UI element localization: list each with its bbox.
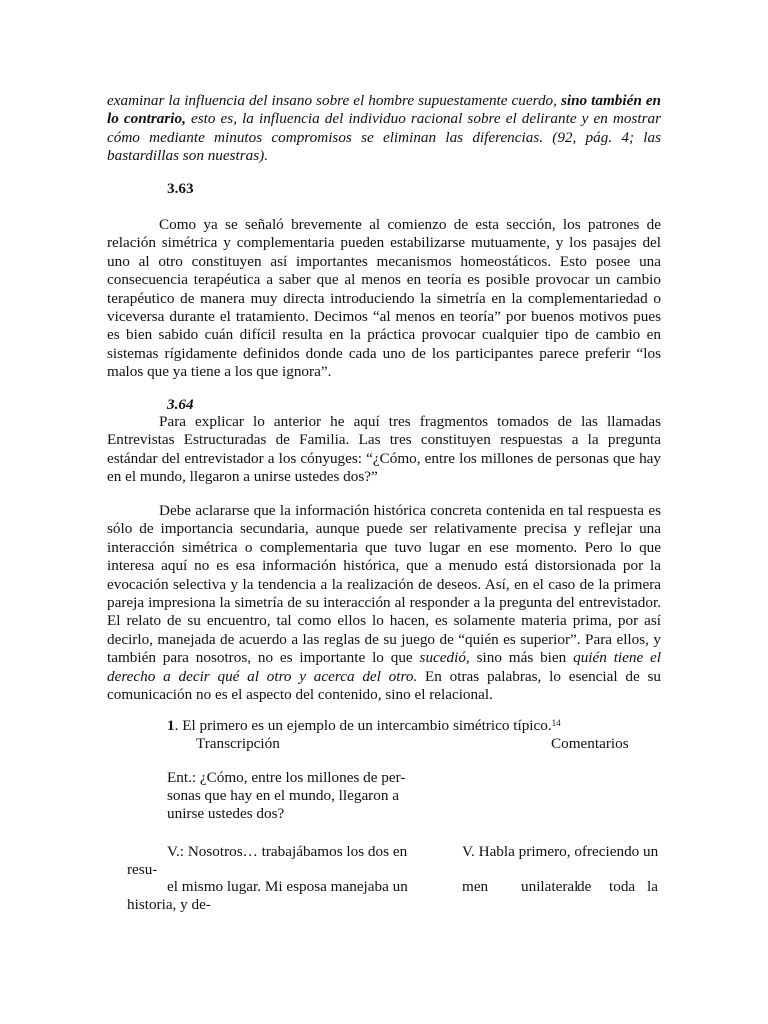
example-intro (167, 717, 667, 735)
comment-line-1: V. Habla primero, ofreciendo un (462, 843, 659, 860)
section-heading-364: 3.64 (167, 396, 194, 413)
comment-word-de: de (577, 878, 592, 895)
p2-text-a: Debe aclararse que la información histórica concreta contenida en tal respuesta es sólo de importancia secundaria, aunque puede ser relativamente precisa y reflejar una interacción simétrica o complementaria que tuvo lugar en ese momento. Pero lo que interesa aquí no es esa información histórica, que a menudo está distorsionada por la evocación selectiva y la tendencia a la realización de deseos. Así, en el caso de la primera pareja impresiona la simetría de su interacción al responder a la pregunta del entrevistador. El relato de su encuentro, tal como ellos lo hacen, es solamente materia prima, por así decirlo, manejada de acuerdo a las reglas de su juego de “quién es superior”. Para ellos, y también para nosotros, no es importante lo que (107, 502, 661, 667)
comment-word-men: men (462, 878, 489, 895)
footnote-marker: 14 (551, 718, 561, 728)
paragraph-363: Como ya se señaló brevemente al comienzo de esta sección, los patrones de relación simétrica y complementaria pueden estabilizarse mutuamente, y los pasajes del uno al otro constituyen así importantes mecanismos homeostáticos. Esto posee una consecuencia terapéutica a saber que al menos en teoría es posible provocar un cambio terapéutico de manera muy directa introduciendo la simetría en la complementariedad o viceversa durante el tratamiento. Decimos “al menos en teoría” por buenos motivos pues es bien sabido cuán difícil resulta en la práctica provocar cualquier tipo de cambio en sistemas rígidamente definidos donde cada uno de los participantes parece preferir “los malos que ya tiene a los que ignora”. (107, 216, 661, 381)
p2-text-b: sino más bien (476, 649, 567, 667)
v-line-4: historia, y de- (127, 896, 211, 913)
quote-text-1: examinar la influencia del insano sobre el hombre supuestamente cuerdo, (107, 92, 557, 109)
v-line-3: el mismo lugar. Mi esposa manejaba un (167, 878, 408, 895)
quote-text-2: esto es, la influencia del individuo racional sobre el delirante y en mostrar cómo mediante minutos compromisos se eliminan las diferencias. (92, pág. 4; las bastardillas son nuestras). (107, 110, 662, 165)
v-line-2: resu- (127, 861, 158, 878)
v-line-1: V.: Nosotros… trabajábamos los dos en (167, 843, 408, 860)
column-header-transcripcion: Transcripción (196, 735, 280, 752)
p2-text-c: En otras palabras, lo esencial de su comunicación no es el aspecto del contenido, sino el relacional. (107, 667, 661, 704)
comment-word-unilateral: unilateral (521, 878, 579, 895)
comment-word-la: la (647, 878, 658, 895)
ent-line-3: unirse ustedes dos? (167, 805, 285, 822)
example-number: 1 (167, 717, 175, 734)
example-intro-text: . El primero es un ejemplo de un intercambio simétrico típico. (174, 717, 552, 734)
paragraph-364-2 (107, 502, 661, 704)
p2-italic-1: sucedió, (419, 649, 470, 667)
column-header-comentarios: Comentarios (551, 735, 629, 752)
comment-word-toda: toda (609, 878, 636, 895)
quote-bold-text: sino también en lo contrario, (107, 92, 662, 128)
ent-line-2: sonas que hay en el mundo, llegaron a (167, 787, 399, 804)
quote-paragraph (107, 92, 661, 166)
paragraph-364-1: Para explicar lo anterior he aquí tres fragmentos tomados de las llamadas Entrevistas Estructuradas de Familia. Las tres constituyen respuestas a la pregunta estándar del entrevistador a los cónyuges: “¿Cómo, entre los millones de personas que hay en el mundo, llegaron a unirse ustedes dos?” (107, 413, 661, 486)
p2-italic-2: quién tiene el derecho a decir qué al otro y acerca del otro. (107, 649, 662, 685)
ent-line-1: Ent.: ¿Cómo, entre los millones de per- (167, 769, 406, 786)
section-heading-363: 3.63 (167, 180, 194, 197)
